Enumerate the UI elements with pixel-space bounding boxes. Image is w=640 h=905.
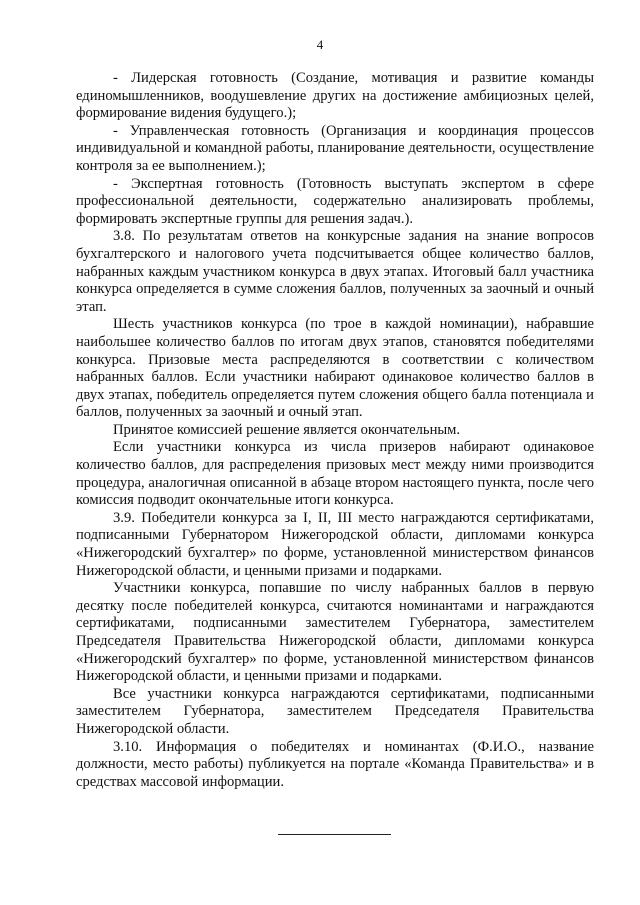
paragraph-final-decision: Принятое комиссией решение является окончательным. bbox=[113, 421, 461, 438]
paragraph-nominees: Участники конкурса, попавшие по числу набранных баллов в первую десятку после победителей конкурса, считаются номинантами и награждаются сертификатами, подписанными заместителем Губернатора, заместителем Председателя Правительства Нижегородской области, дипломами конкурса «Нижегородский бухгалтер» по форме, установленной министерством финансов Нижегородской области, и ценными призами и подарками. bbox=[76, 580, 594, 685]
paragraph-winners: Шесть участников конкурса (по трое в каждой номинации), набравшие наибольшее количество баллов по итогам двух этапов, становятся победителями конкурса. Призовые места распределяются в соответствии с количеством набранных баллов. Если участники набирают одинаковое количество баллов в двух этапах, победитель определяется путем сложения общего балла потенциала и баллов, полученных за заочный и очный этап. bbox=[76, 316, 594, 421]
closing-rule bbox=[278, 834, 391, 835]
paragraph-leadership-readiness: - Лидерская готовность (Создание, мотивация и развитие команды единомышленников, воодушевление других на достижение амбициозных целей, формирование видения будущего.); bbox=[76, 70, 594, 122]
paragraph-expert-readiness: - Экспертная готовность (Готовность выступать экспертом в сфере профессиональной деятельности, содержательно анализировать проблемы, формировать экспертные группы для решения задач.). bbox=[76, 175, 594, 227]
paragraph-managerial-readiness: - Управленческая готовность (Организация и координация процессов индивидуальной и командной работы, планирование деятельности, осуществление контроля за ее выполнением.); bbox=[76, 122, 594, 174]
paragraph-3-8: 3.8. По результатам ответов на конкурсные задания на знание вопросов бухгалтерского и налогового учета подсчитывается общее количество баллов, набранных каждым участником конкурса в двух этапах. Итоговый балл участника конкурса определяется в сумме сложения баллов, полученных за заочный и очный этап. bbox=[76, 228, 594, 315]
page-number: 4 bbox=[316, 37, 324, 52]
paragraph-tie-break: Если участники конкурса из числа призеров набирают одинаковое количество баллов, для распределения призовых мест между ними производится процедура, аналогичная описанной в абзаце втором настоящего пункта, после чего комиссия подводит окончательные итоги конкурса. bbox=[76, 439, 594, 509]
paragraph-3-9: 3.9. Победители конкурса за I, II, III место награждаются сертификатами, подписанными Губернатором Нижегородской области, дипломами конкурса «Нижегородский бухгалтер» по форме, установленной министерством финансов Нижегородской области, и ценными призами и подарками. bbox=[76, 509, 594, 579]
paragraph-3-10: 3.10. Информация о победителях и номинантах (Ф.И.О., название должности, место работы) публикуется на портале «Команда Правительства» и в средствах массовой информации. bbox=[76, 738, 594, 790]
document-body bbox=[76, 70, 594, 791]
paragraph-all-participants: Все участники конкурса награждаются сертификатами, подписанными заместителем Губернатора, заместителем Председателя Правительства Нижегородской области. bbox=[76, 685, 594, 737]
